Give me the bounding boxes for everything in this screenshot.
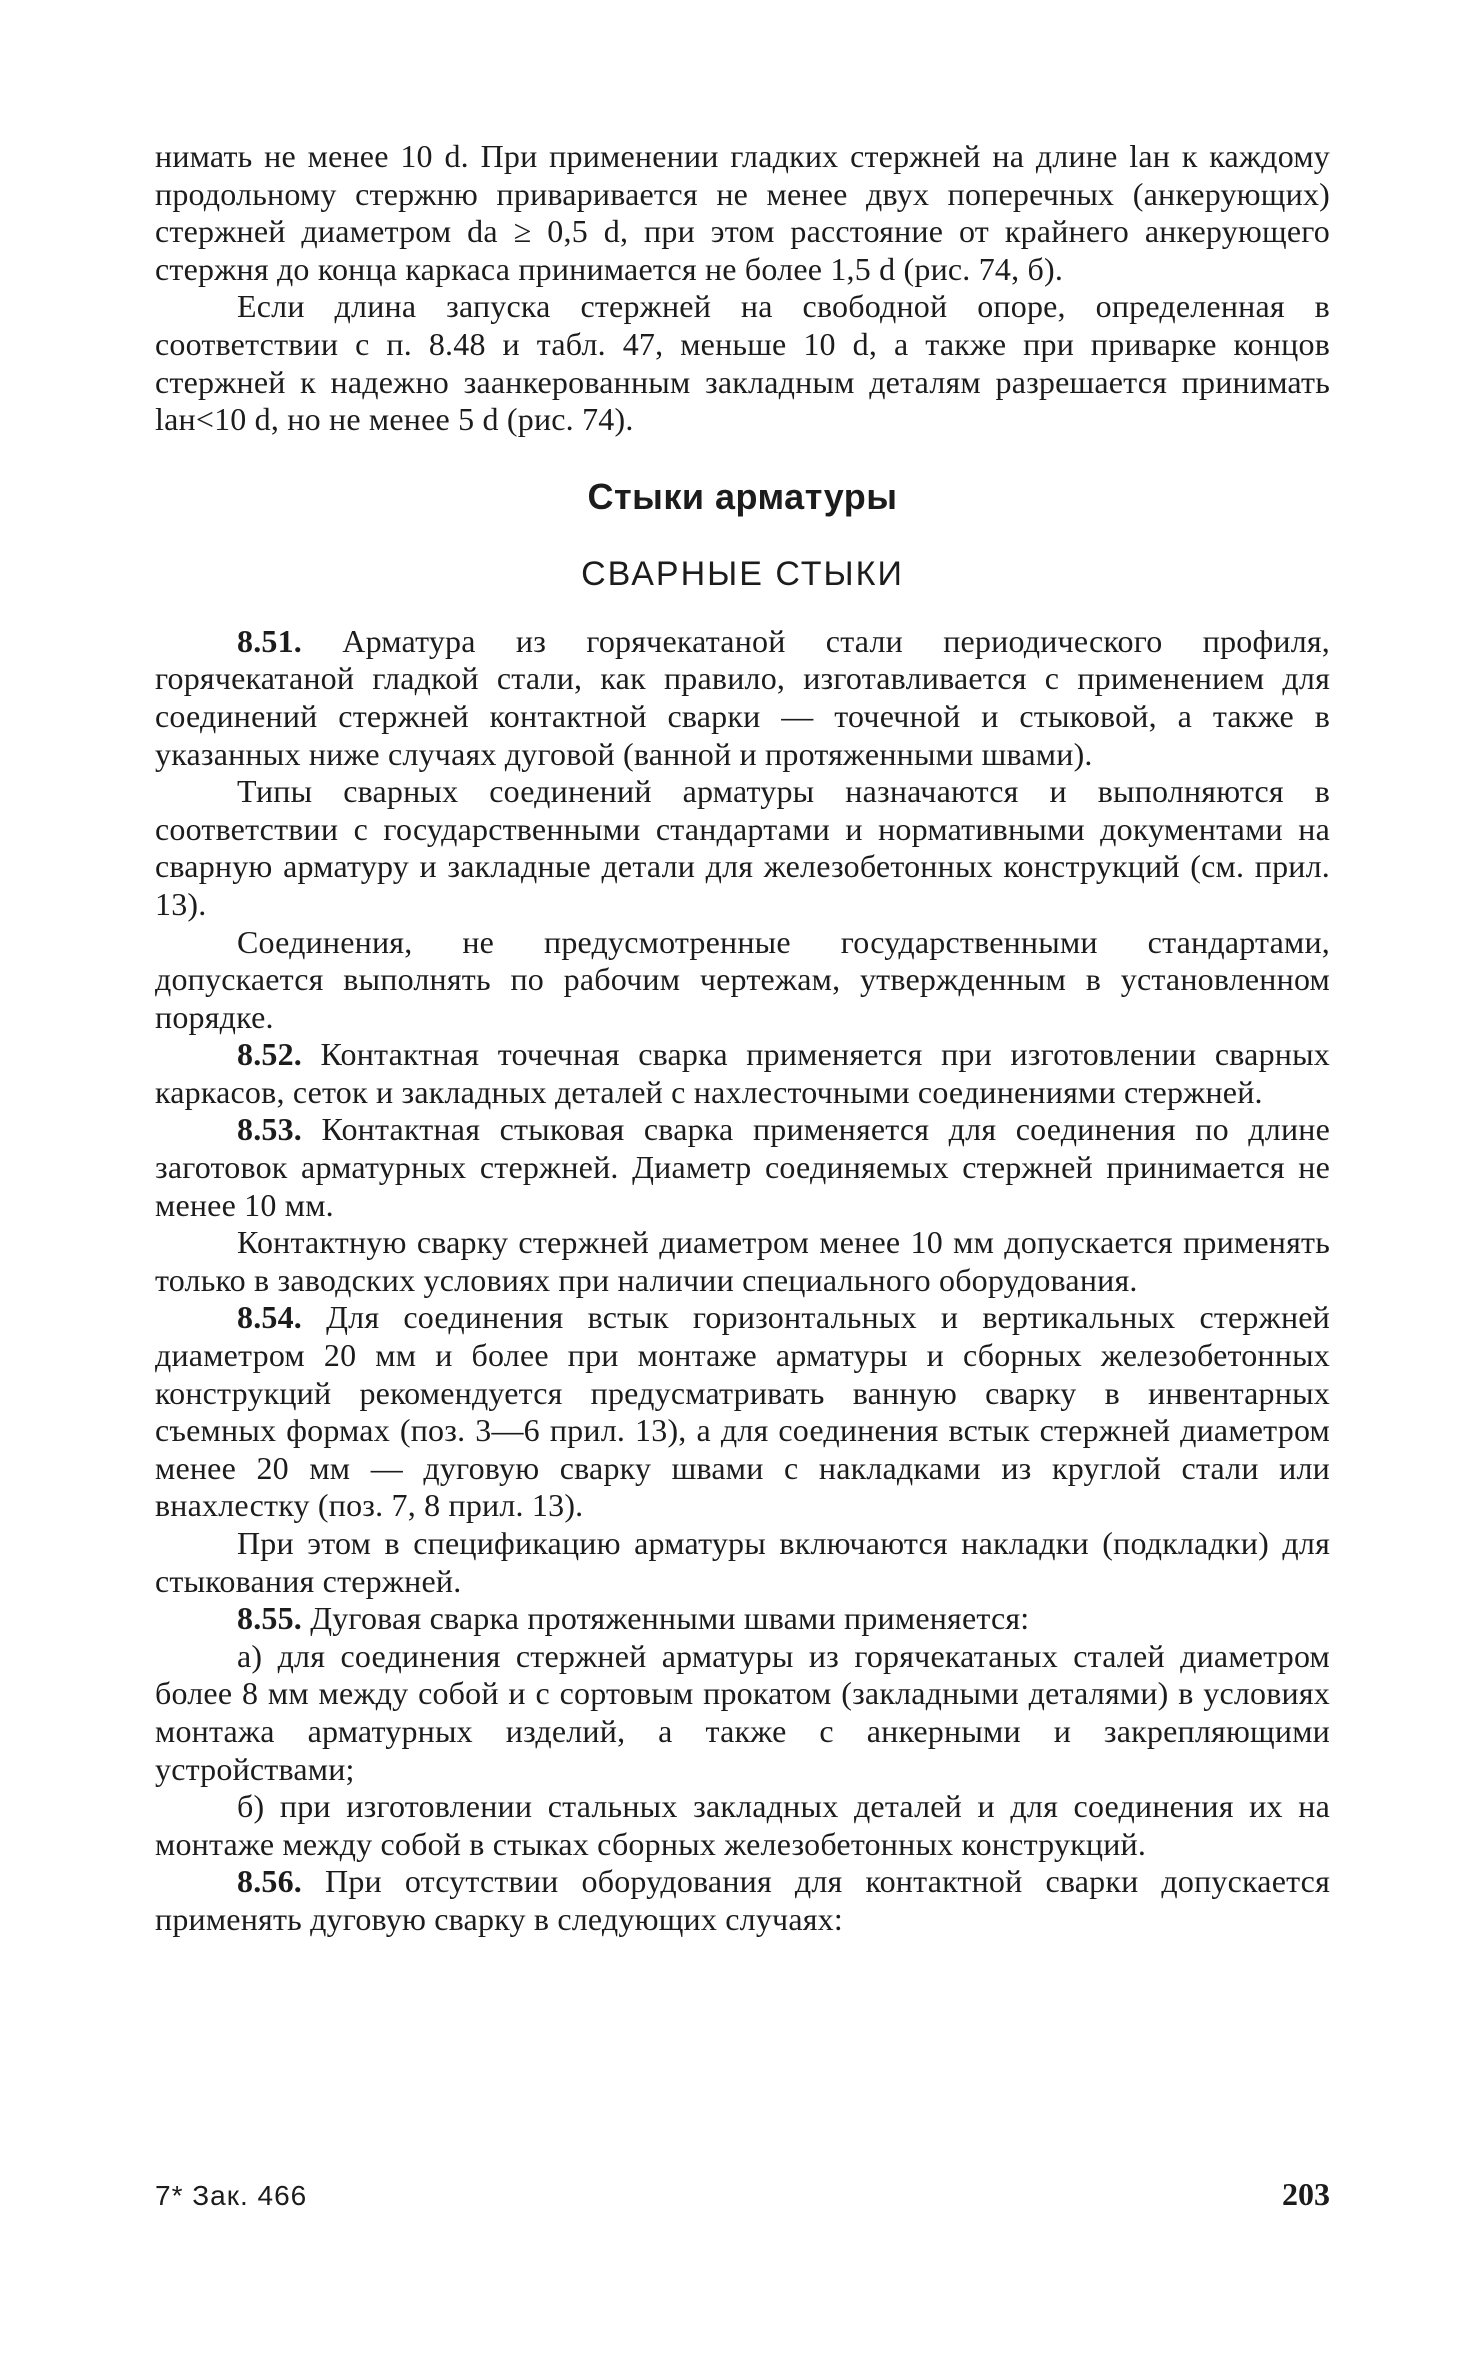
intro-text (155, 138, 1330, 439)
clause-paragraph (155, 1224, 1330, 1299)
clause-text: При этом в спецификацию арматуры включаются накладки (подкладки) для стыкования стержней. (155, 1525, 1330, 1599)
clause-text: Для соединения встык горизонтальных и вертикальных стержней диаметром 20 мм и более при монтаже арматуры и сборных железобетонных конструкций рекомендуется предусматривать ванную сварку в инвентарных съемных формах (поз. 3—6 прил. 13), а для соединения встык стержней диаметром менее 20 мм — дуговую сварку швами с накладками из круглой стали или внахлестку (поз. 7, 8 прил. 13). (155, 1299, 1330, 1524)
clause-item-a (155, 1638, 1330, 1788)
clause-paragraph (155, 924, 1330, 1037)
clause-number: 8.55. (237, 1600, 302, 1637)
page-body (155, 138, 1330, 1939)
paragraph-intro-1: нимать не менее 10 d. При применении гладких стержней на длине lан к каждому продольному стержню приваривается не менее двух поперечных (анкерующих) стержней диаметром dа ≥ 0,5 d, при этом расстояние от крайнего анкерующего стержня до конца каркаса принимается не более 1,5 d (рис. 74, б). (155, 138, 1330, 287)
clause-8-56 (155, 1863, 1330, 1938)
clause-8-51 (155, 623, 1330, 773)
clauses-text (155, 623, 1330, 1939)
clause-number: 8.51. (237, 622, 302, 659)
clause-text: Дуговая сварка протяженными швами применяется: (310, 1600, 1030, 1637)
subsection-title: СВАРНЫЕ СТЫКИ (581, 554, 904, 593)
clause-paragraph (155, 773, 1330, 923)
printer-signature: 7* Зак. 466 (155, 2180, 308, 2211)
clause-number: 8.52. (237, 1036, 302, 1073)
clause-number: 8.54. (237, 1299, 302, 1336)
clause-text: Типы сварных соединений арматуры назначаются и выполняются в соответствии с государственными стандартами и нормативными документами на сварную арматуру и закладные детали для железобетонных конструкций (см. прил. 13). (155, 773, 1330, 922)
clause-text: Контактная стыковая сварка применяется для соединения по длине заготовок арматурных стержней. Диаметр соединяемых стержней принимается не менее 10 мм. (155, 1111, 1331, 1223)
clause-number: 8.53. (237, 1111, 302, 1148)
section-title: Стыки арматуры (587, 475, 898, 517)
clause-text: Арматура из горячекатаной стали периодического профиля, горячекатаной гладкой стали, как правило, изготавливается с применением для соединений стержней контактной сварки — точечной и стыковой, а также в указанных ниже случаях дуговой (ванной и протяженными швами). (155, 622, 1331, 772)
clause-text: Контактную сварку стержней диаметром менее 10 мм допускается применять только в заводских условиях при наличии специального оборудования. (155, 1224, 1330, 1298)
clause-text: б) при изготовлении стальных закладных деталей и для соединения их на монтаже между собой в стыках сборных железобетонных конструкций. (155, 1788, 1330, 1862)
clause-8-55 (155, 1600, 1330, 1638)
clause-paragraph (155, 1525, 1330, 1600)
clause-text: а) для соединения стержней арматуры из горячекатаных сталей диаметром более 8 мм между собой и с сортовым прокатом (закладными деталями) в условиях монтажа арматурных изделий, а также с анкерными и закрепляющими устройствами; (155, 1637, 1330, 1787)
clause-number: 8.56. (237, 1863, 302, 1900)
clause-text: При отсутствии оборудования для контактной сварки допускается применять дуговую сварку в следующих случаях: (155, 1863, 1331, 1937)
clause-text: Соединения, не предусмотренные государственными стандартами, допускается выполнять по рабочим чертежам, утвержденным в установленном порядке. (155, 923, 1330, 1035)
clause-8-52 (155, 1036, 1330, 1111)
paragraph-intro-2: Если длина запуска стержней на свободной опоре, определенная в соответствии с п. 8.48 и табл. 47, меньше 10 d, а также при приварке концов стержней к надежно заанкерованным закладным деталям разрешается принимать lан<10 d, но не менее 5 d (рис. 74). (155, 288, 1330, 438)
page-footer (155, 2176, 1330, 2220)
clause-8-53 (155, 1111, 1330, 1224)
page-number: 203 (1282, 2176, 1330, 2212)
clause-item-b (155, 1788, 1330, 1863)
clause-8-54 (155, 1299, 1330, 1525)
clause-text: Контактная точечная сварка применяется при изготовлении сварных каркасов, сеток и закладных деталей с нахлесточными соединениями стержней. (155, 1036, 1330, 1110)
